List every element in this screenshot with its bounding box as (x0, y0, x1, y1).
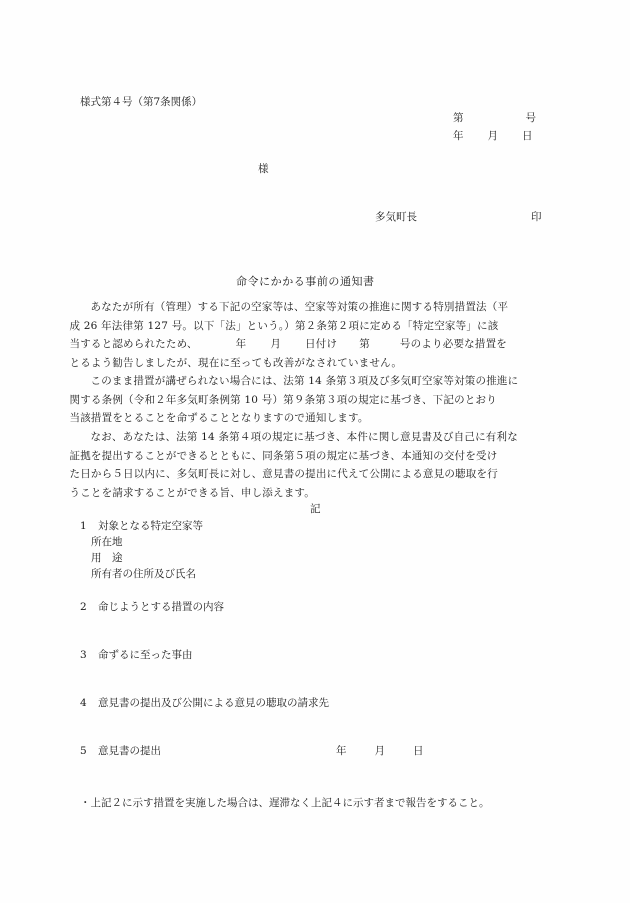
item-1-sub-use: 用 途 (91, 552, 123, 564)
document-title: 命令にかかる事前の通知書 (236, 275, 375, 288)
para2-line1: このまま措置が講ぜられない場合には、法第 14 条第３項及び多気町空家等対策の推進に (90, 375, 519, 387)
item-2 (80, 600, 224, 615)
item-5-label: 意見書の提出 (98, 745, 161, 757)
para1-line3-a: 当すると認められたため、 (69, 338, 198, 350)
item-5-date-year: 年 (336, 745, 347, 757)
para1-line3-month: 月 (270, 338, 282, 350)
para1-line3-rest: 号のより必要な措置を (399, 338, 508, 350)
item-3-label: 命ずるに至った事由 (98, 649, 193, 661)
form-label: 様式第４号（第7条関係） (80, 96, 203, 108)
para1-line3-no-prefix: 第 (359, 338, 370, 350)
para3-line2: 証拠を提出することができるとともに、同条第５項の規定に基づき、本通知の交付を受け (69, 449, 498, 462)
para1-line1: あなたが所有（管理）する下記の空家等は、空家等対策の推進に関する特別措置法（平 (90, 301, 509, 313)
item-1-sub-location: 所在地 (91, 536, 123, 548)
issue-date-year: 年 (453, 130, 464, 142)
para1-line3-day: 日付け (305, 338, 338, 350)
para1-line3-year: 年 (235, 338, 247, 350)
sender-name: 多気町長 (375, 211, 417, 223)
para3-line1: なお、あなたは、法第 14 条第４項の規定に基づき、本件に関し意見書及び自己に有利な (90, 431, 518, 443)
issue-date-month: 月 (487, 130, 498, 142)
item-2-number: 2 (80, 601, 87, 613)
seal-mark: 印 (531, 211, 542, 223)
item-5-number: 5 (80, 745, 87, 757)
item-5-date-day: 日 (413, 745, 424, 757)
item-5 (80, 744, 161, 759)
paragraph-3 (69, 428, 538, 502)
item-5-date (336, 744, 424, 759)
item-4-label: 意見書の提出及び公開による意見の聴取の請求先 (98, 697, 329, 709)
item-1-label: 対象となる特定空家等 (98, 520, 203, 532)
para1-line3 (70, 338, 508, 350)
para1-line2: 成 26 年法律第 127 号。以下「法」という。）第２条第２項に定める「特定空家等」に該 (69, 319, 499, 332)
addressee-suffix: 様 (258, 163, 269, 175)
item-1-sub-owner: 所有者の住所及び氏名 (91, 568, 196, 580)
footnote: ・上記２に示す措置を実施した場合は、遅滞なく上記４に示す者まで報告をすること。 (80, 797, 490, 809)
item-4 (80, 696, 329, 711)
sender (375, 210, 542, 225)
issue-date (453, 129, 533, 144)
doc-number-suffix: 号 (525, 112, 536, 124)
paragraph-1 (69, 298, 538, 372)
para3-line3: た日から５日以内に、多気町長に対し、意見書の提出に代えて公開による意見の聴取を行 (69, 468, 498, 480)
item-4-number: 4 (80, 697, 87, 709)
item-5-date-month: 月 (374, 745, 385, 757)
ki-heading: 記 (310, 503, 321, 515)
issue-date-day: 日 (522, 130, 533, 142)
item-1 (80, 519, 203, 534)
paragraph-2 (69, 372, 538, 428)
item-1-number: 1 (80, 520, 87, 532)
item-2-label: 命じようとする措置の内容 (98, 601, 224, 613)
document-number (453, 111, 536, 126)
para1-line4: とるよう勧告しましたが、現在に至っても改善がなされていません。 (69, 356, 403, 369)
para2-line3: 当該措置をとることを命ずることとなりますので通知します。 (69, 412, 369, 424)
doc-number-prefix: 第 (453, 112, 464, 124)
para3-line4: うことを請求することができる旨、申し添えます。 (69, 486, 315, 499)
para2-line2: 関する条例（令和２年多気町条例第 10 号）第９条第３項の規定に基づき、下記のとおり (69, 393, 497, 406)
item-3-number: 3 (80, 649, 87, 661)
item-3 (80, 648, 193, 663)
